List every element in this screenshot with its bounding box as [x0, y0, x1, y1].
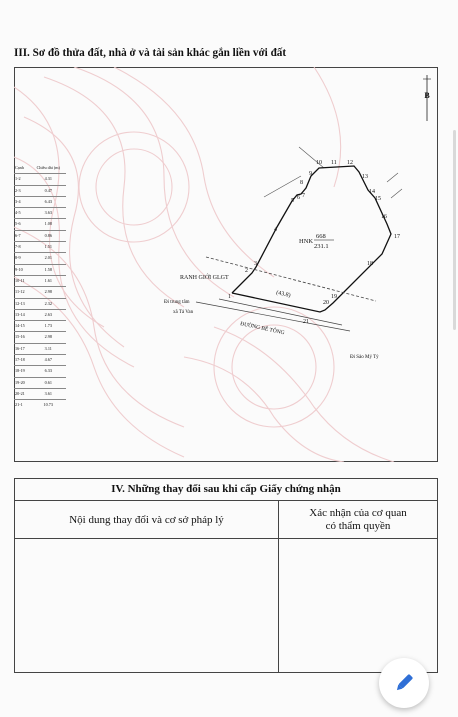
vertex-label: 4 [274, 227, 277, 233]
segment-name-cell: 20-21 [14, 388, 31, 399]
vertical-scrollbar[interactable] [453, 130, 456, 330]
vertex-label: 8 [300, 180, 303, 186]
vertex-label: 2 [245, 268, 248, 274]
section4-header-row [15, 501, 437, 539]
confirmation-content-cell[interactable] [279, 539, 437, 673]
changes-content-cell[interactable] [15, 539, 279, 673]
segment-name-cell: 14-15 [14, 321, 31, 332]
segment-length-cell: 1.73 [31, 321, 66, 332]
segment-name-cell: 19-20 [14, 377, 31, 388]
vertex-label: 6 [297, 195, 300, 201]
segment-name-cell: 5-6 [14, 219, 31, 230]
section4-table [14, 478, 438, 673]
vertex-label: 17 [394, 234, 400, 240]
confirmation-header-line2: có thẩm quyền [325, 519, 391, 532]
segment-length-cell: 1.58 [31, 264, 66, 275]
table-header-cell: Cạnh [15, 165, 24, 170]
road-edge-line [196, 302, 350, 331]
segment-length-cell: 3.61 [31, 388, 66, 399]
segment-name-cell: 16-17 [14, 343, 31, 354]
segment-name-cell: 4-5 [14, 208, 31, 219]
segment-name-cell: 2-3 [14, 185, 31, 196]
table-header-cell: Chiều dài (m) [36, 165, 60, 170]
segment-length-cell: 6.33 [31, 366, 66, 377]
vertex-label: 5 [291, 198, 294, 204]
segment-length-cell: 4.31 [31, 174, 66, 185]
segment-name-cell: 9-10 [14, 264, 31, 275]
segment-length-cell: 0.47 [31, 185, 66, 196]
confirmation-column-header [279, 501, 437, 538]
segment-name-cell: 10-11 [14, 275, 31, 286]
segment-length-cell: 2.63 [31, 309, 66, 320]
setback-value: (43.8) [275, 290, 292, 299]
segment-length-cell: 3.11 [31, 343, 66, 354]
vertex-label: 21 [303, 319, 309, 325]
segment-length-cell: 10.73 [31, 400, 66, 411]
vertex-label: 18 [367, 261, 373, 267]
vertex-label: 3 [254, 261, 257, 267]
edit-button[interactable] [379, 658, 429, 708]
parcel-plan [14, 67, 438, 462]
segment-length-cell: 1.51 [31, 242, 66, 253]
segment-length-cell: 3.63 [31, 208, 66, 219]
section4-title: IV. Những thay đổi sau khi cấp Giấy chứng nhận [15, 479, 437, 501]
vertex-label: 9 [309, 171, 312, 177]
boundary-label: RANH GIỚI GLGT [180, 275, 229, 281]
north-label: B [424, 91, 430, 100]
vertex-label: 11 [331, 160, 337, 166]
confirmation-header-line1: Xác nhận của cơ quan [309, 506, 407, 519]
vertex-label: 12 [347, 160, 353, 166]
direction-left-line1: Đi trung tâm [164, 300, 190, 305]
vertex-label: 19 [331, 294, 337, 300]
segment-length-cell: 2.01 [31, 253, 66, 264]
vertex-label: 15 [375, 196, 381, 202]
vertex-label: 14 [369, 189, 375, 195]
road-label: ĐƯỜNG BÊ TÔNG [239, 321, 285, 337]
segment-name-cell: 7-8 [14, 242, 31, 253]
segment-name-cell: 15-16 [14, 332, 31, 343]
segment-name-cell: 18-19 [14, 366, 31, 377]
vertex-label: 7 [302, 193, 305, 199]
segment-length-cell: 1.08 [31, 219, 66, 230]
segment-name-cell: 8-9 [14, 253, 31, 264]
segment-length-cell: 4.67 [31, 355, 66, 366]
parcel-number: 668 [316, 233, 326, 240]
segment-name-cell: 11-12 [14, 287, 31, 298]
segment-length-cell: 2.32 [31, 298, 66, 309]
segment-length-cell: 2.98 [31, 287, 66, 298]
vertex-label: 20 [323, 300, 329, 306]
segment-name-cell: 3-4 [14, 196, 31, 207]
segment-name-cell: 21-1 [14, 400, 31, 411]
segment-length-cell: 0.61 [31, 377, 66, 388]
parcel-area: 231.1 [314, 243, 329, 250]
section4-body [15, 539, 437, 673]
segment-name-cell: 6-7 [14, 230, 31, 241]
changes-column-header: Nội dung thay đổi và cơ sở pháp lý [15, 501, 279, 538]
direction-left-line2: xã Tả Van [173, 310, 194, 315]
segment-length-cell: 1.61 [31, 275, 66, 286]
segment-name-cell: 1-2 [14, 174, 31, 185]
vertex-label: 1 [228, 294, 231, 300]
vertex-label: 13 [362, 174, 368, 180]
segment-length-cell: 6.43 [31, 196, 66, 207]
direction-right: Đi Sảo Mý Tỷ [350, 355, 379, 360]
segment-length-cell: 2.98 [31, 332, 66, 343]
vertex-label: 10 [316, 160, 322, 166]
segment-name-cell: 12-13 [14, 298, 31, 309]
vertex-label: 16 [381, 214, 387, 220]
segment-name-cell: 13-14 [14, 309, 31, 320]
segment-length-cell: 0.86 [31, 230, 66, 241]
parcel-use-label: HNK [299, 238, 314, 245]
pencil-icon [393, 672, 415, 694]
segment-name-cell: 17-18 [14, 355, 31, 366]
section3-heading: III. Sơ đồ thửa đất, nhà ở và tài sản khác gắn liền với đất [14, 47, 287, 59]
boundary-dashed-line [206, 257, 376, 301]
